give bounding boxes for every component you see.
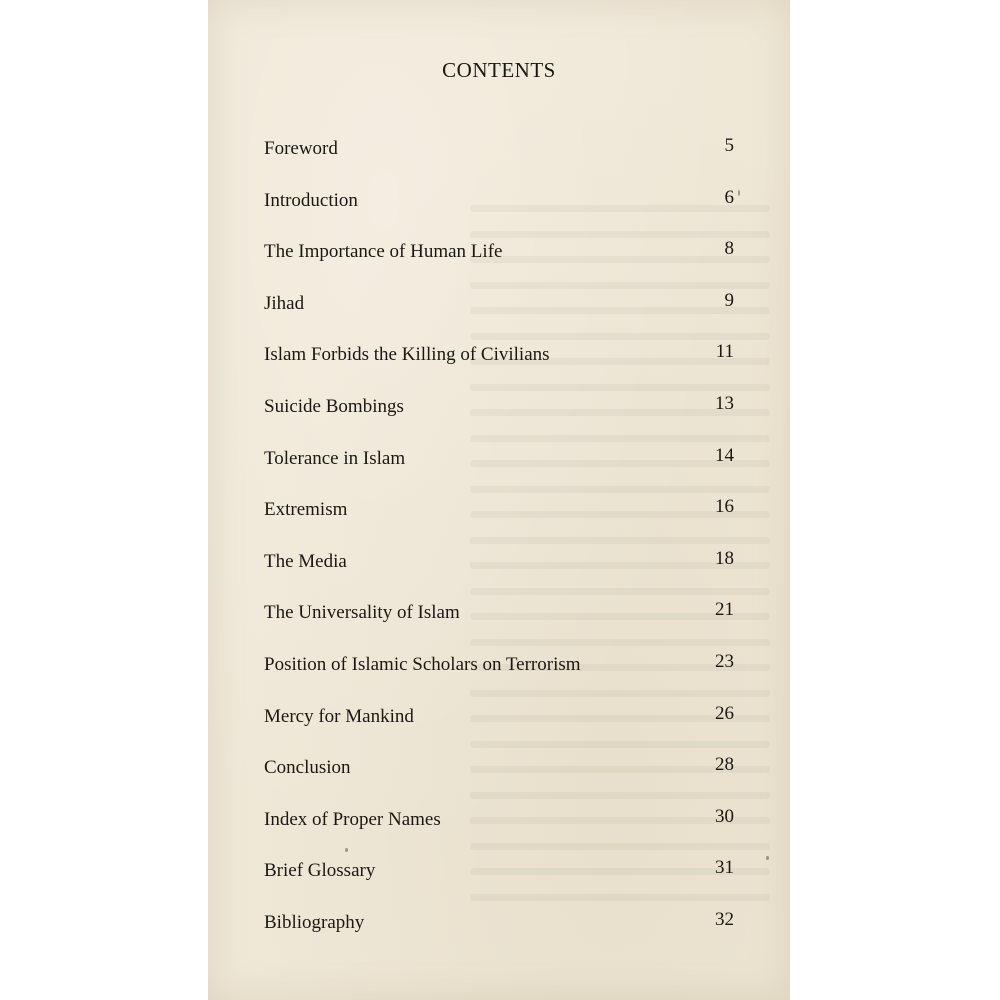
paper-speck [345, 848, 348, 852]
toc-entry [264, 135, 734, 190]
toc-entry-title: The Media [264, 550, 347, 572]
toc-entry [264, 857, 734, 912]
toc-entry-title: The Importance of Human Life [264, 241, 503, 263]
toc-entry [264, 650, 734, 706]
toc-entry-page: 6 [724, 186, 734, 208]
toc-entry-title: Extremism [264, 499, 348, 521]
toc-entry-title: Brief Glossary [264, 860, 376, 882]
toc-entry [264, 805, 734, 861]
toc-entry-title: Conclusion [264, 757, 351, 779]
toc-entry-title: Bibliography [264, 911, 365, 933]
toc-entry-page: 18 [715, 547, 734, 569]
toc-entry-title: Jihad [264, 292, 305, 314]
toc-entry [264, 444, 734, 500]
toc-entry-page: 32 [715, 908, 734, 930]
toc-entry-page: 16 [715, 496, 734, 518]
toc-entry [264, 599, 734, 654]
table-of-contents [264, 135, 734, 964]
toc-entry-title: Mercy for Mankind [264, 705, 414, 727]
toc-entry-title: Index of Proper Names [264, 808, 441, 830]
page-title: CONTENTS [442, 58, 556, 82]
toc-entry [264, 341, 734, 396]
book-page [208, 0, 790, 1000]
toc-entry-page: 21 [715, 599, 734, 621]
toc-entry-title: Position of Islamic Scholars on Terrorism [264, 653, 581, 675]
toc-entry-page: 13 [715, 392, 734, 414]
toc-entry-page: 23 [715, 650, 734, 672]
toc-entry-page: 8 [724, 238, 734, 260]
toc-entry-title: Islam Forbids the Killing of Civilians [264, 344, 550, 366]
toc-entry-title: Tolerance in Islam [264, 447, 406, 469]
toc-entry [264, 908, 734, 964]
toc-entry [264, 186, 734, 242]
paper-speck [738, 190, 740, 196]
toc-entry [264, 496, 734, 551]
toc-entry-title: Foreword [264, 138, 338, 159]
toc-entry-page: 31 [715, 857, 734, 879]
toc-entry-page: 26 [715, 702, 734, 724]
toc-entry-title: Suicide Bombings [264, 395, 404, 417]
toc-entry-title: Introduction [264, 189, 358, 211]
toc-entry-page: 9 [724, 289, 734, 311]
paper-speck [766, 856, 769, 860]
toc-entry [264, 289, 734, 345]
toc-entry [264, 392, 734, 448]
toc-entry-title: The Universality of Islam [264, 602, 460, 624]
toc-entry [264, 547, 734, 603]
toc-entry-page: 30 [715, 805, 734, 827]
toc-entry-page: 11 [715, 341, 734, 363]
toc-entry-page: 5 [724, 135, 734, 156]
toc-entry [264, 754, 734, 809]
toc-entry-page: 28 [715, 754, 734, 776]
toc-entry [264, 238, 734, 293]
toc-entry-page: 14 [715, 444, 734, 466]
toc-entry [264, 702, 734, 758]
